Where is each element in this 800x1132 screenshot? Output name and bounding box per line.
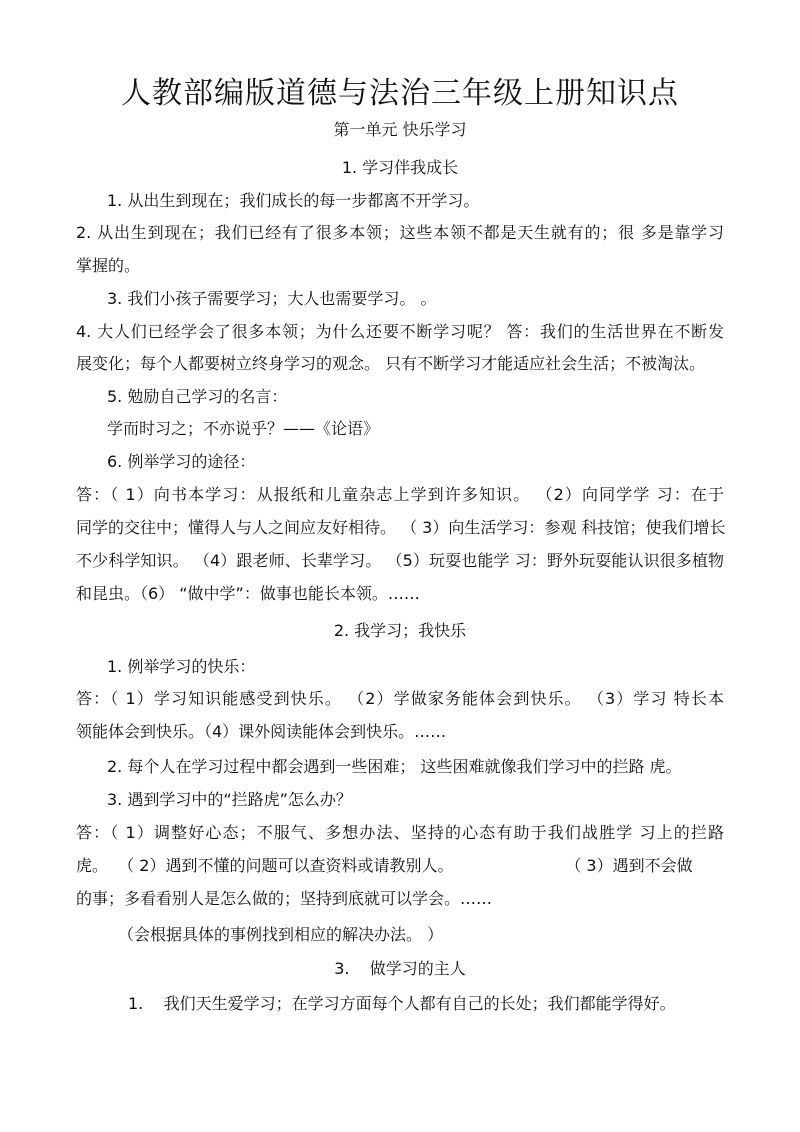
unit-heading: 第一单元 快乐学习: [333, 120, 467, 139]
lesson-1-point-2-line-2: 掌握的。: [76, 256, 141, 275]
lesson-2-answer-1-line-2: 领能体会到快乐。（4）课外阅读能体会到快乐。……: [76, 722, 447, 741]
lesson-2-answer-3-line-1: 答：（ 1）调整好心态；不服气、多想办法、坚持的心态有助于我们战胜学 习上的拦路: [76, 823, 724, 842]
lesson-1-point-4-line-2: 展变化；每个人都要树立终身学习的观念。 只有不断学习才能适应社会生活；不被淘汰。: [76, 354, 706, 373]
lesson-2-point-2: 2. 每个人在学习过程中都会遇到一些困难； 这些困难就像我们学习中的拦路 虎。: [107, 757, 682, 776]
lesson-2-answer-3-line-2: 虎。 （ 2）遇到不懂的问题可以查资料或请教别人。 （ 3）遇到不会做: [76, 856, 693, 875]
lesson-2-note: （会根据具体的事例找到相应的解决办法。 ）: [118, 925, 444, 944]
lesson-1-point-1: 1. 从出生到现在；我们成长的每一步都离不开学习。: [107, 191, 480, 210]
lesson-1-point-6: 6. 例举学习的途径：: [107, 452, 256, 471]
lesson-1-point-4-line-1: 4. 大人们已经学会了很多本领；为什么还要不断学习呢？ 答：我们的生活世界在不断发: [76, 322, 724, 341]
lesson-2-answer-3-line-3: 的事；多看看别人是怎么做的；坚持到底就可以学会。……: [76, 889, 493, 908]
lesson-1-point-2-line-1: 2. 从出生到现在；我们已经有了很多本领；这些本领不都是天生就有的；很 多是靠学习: [76, 223, 724, 242]
lesson-3-heading: 3. 做学习的主人: [334, 959, 466, 978]
lesson-1-point-5: 5. 勉励自己学习的名言：: [107, 387, 288, 406]
lesson-2-heading: 2. 我学习；我快乐: [333, 621, 467, 640]
lesson-1-answer-6-line-1: 答：（ 1）向书本学习：从报纸和儿童杂志上学到许多知识。 （2）向同学学 习：在于: [76, 485, 724, 504]
lesson-1-heading: 1. 学习伴我成长: [341, 158, 459, 177]
lesson-1-quote: 学而时习之；不亦说乎？——《论语》: [107, 419, 380, 438]
lesson-2-answer-1-line-1: 答：（ 1）学习知识能感受到快乐。 （2）学做家务能体会到快乐。 （3）学习 特长本: [76, 689, 724, 708]
lesson-2-point-3: 3. 遇到学习中的“拦路虎”怎么办？: [107, 790, 352, 809]
document-title: 人教部编版道德与法治三年级上册知识点: [121, 76, 679, 111]
lesson-3-point-1: 1. 我们天生爱学习；在学习方面每个人都有自己的长处；我们都能学得好。: [128, 994, 676, 1013]
lesson-2-point-1: 1. 例举学习的快乐：: [107, 657, 256, 676]
lesson-1-answer-6-line-2: 同学的交往中；懂得人与人之间应友好相待。 （ 3）向生活学习：参观 科技馆；使我们增长: [76, 518, 726, 537]
lesson-1-answer-6-line-4: 和昆虫。（6） “做中学”：做事也能长本领。……: [76, 584, 420, 603]
lesson-1-point-3: 3. 我们小孩子需要学习；大人也需要学习。 。: [107, 289, 437, 308]
lesson-1-answer-6-line-3: 不少科学知识。 （4）跟老师、长辈学习。 （5）玩耍也能学 习：野外玩耍能认识很多植物: [76, 551, 724, 570]
